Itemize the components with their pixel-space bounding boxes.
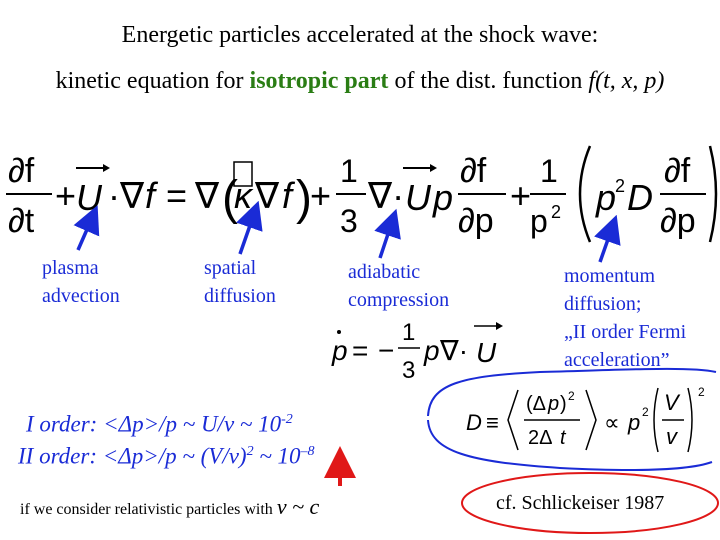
spatial-arrow bbox=[240, 214, 254, 254]
svg-text:t: t bbox=[560, 427, 566, 449]
subtitle-highlight: isotropic part bbox=[249, 68, 389, 94]
label-line: diffusion bbox=[204, 285, 276, 307]
second-order-exponent: –8 bbox=[300, 443, 315, 459]
momentum-arrow bbox=[600, 228, 612, 262]
svg-text:∂f: ∂f bbox=[664, 152, 691, 190]
label-momentum-diffusion bbox=[564, 262, 686, 374]
svg-text:∇: ∇ bbox=[195, 175, 220, 216]
svg-text:D: D bbox=[627, 177, 653, 218]
svg-text:2Δ: 2Δ bbox=[528, 427, 553, 449]
svg-text:+: + bbox=[55, 175, 77, 216]
label-line: compression bbox=[348, 289, 450, 311]
svg-text:p: p bbox=[433, 177, 454, 218]
label-line: adiabatic bbox=[348, 261, 421, 283]
note-condition: v ~ c bbox=[276, 494, 320, 519]
svg-text:∇·: ∇· bbox=[440, 335, 469, 366]
second-order-text: II order: <Δp>/p ~ (V/v) bbox=[18, 443, 247, 469]
svg-text:∂f: ∂f bbox=[8, 152, 35, 190]
label-line: acceleration” bbox=[564, 349, 670, 371]
svg-text:f: f bbox=[282, 175, 293, 216]
svg-text:p: p bbox=[548, 393, 560, 415]
second-order-approx: ~ 10 bbox=[253, 443, 301, 469]
relativistic-note bbox=[20, 494, 319, 520]
label-line: plasma bbox=[42, 257, 99, 279]
svg-text:p: p bbox=[628, 410, 641, 435]
svg-text:3: 3 bbox=[402, 357, 416, 384]
slide-title: Energetic particles accelerated at the shock wave: bbox=[121, 22, 599, 48]
svg-text:∇·: ∇· bbox=[368, 175, 405, 216]
svg-text:+: + bbox=[310, 175, 332, 216]
svg-text:(Δ: (Δ bbox=[526, 393, 547, 415]
svg-text:V: V bbox=[664, 390, 679, 415]
svg-text:κ: κ bbox=[234, 175, 252, 216]
svg-text:1: 1 bbox=[540, 153, 558, 189]
svg-text:p: p bbox=[530, 203, 548, 239]
svg-text:∇: ∇ bbox=[255, 175, 280, 216]
label-line: diffusion; bbox=[564, 293, 642, 315]
svg-text:p: p bbox=[332, 335, 348, 366]
label-adiabatic-compression bbox=[348, 258, 449, 314]
svg-text:p: p bbox=[424, 335, 440, 366]
svg-text:=: = bbox=[166, 175, 188, 216]
subtitle-function: f(t, x, p) bbox=[588, 68, 665, 94]
label-line: momentum bbox=[564, 265, 656, 287]
label-spatial-diffusion bbox=[204, 254, 276, 310]
diffusion-coefficient-equation bbox=[462, 380, 720, 460]
first-order-line bbox=[26, 406, 315, 438]
svg-text:∂f: ∂f bbox=[460, 152, 487, 190]
svg-text:1: 1 bbox=[402, 319, 416, 346]
svg-text:U: U bbox=[76, 177, 102, 218]
second-order-line bbox=[18, 438, 315, 470]
label-line: advection bbox=[42, 285, 120, 307]
svg-text:): ) bbox=[560, 393, 567, 415]
advection-arrow bbox=[78, 218, 92, 250]
svg-text:∂p: ∂p bbox=[458, 202, 494, 240]
svg-text:·∇: ·∇ bbox=[108, 175, 145, 216]
second-order-square: 2 bbox=[246, 443, 254, 459]
order-estimates bbox=[18, 406, 315, 469]
note-text: if we consider relativistic particles with bbox=[20, 501, 277, 518]
svg-text:≡: ≡ bbox=[486, 410, 499, 435]
subtitle-mid: of the dist. function bbox=[388, 68, 589, 94]
svg-text:2: 2 bbox=[568, 389, 575, 403]
label-line: spatial bbox=[204, 257, 257, 279]
svg-text:U: U bbox=[476, 337, 497, 368]
adiabatic-arrow bbox=[380, 222, 392, 258]
first-order-text: I order: <Δp>/p ~ U/v ~ 10 bbox=[26, 411, 282, 437]
svg-text:(: ( bbox=[222, 172, 238, 225]
svg-text:∝: ∝ bbox=[604, 410, 620, 435]
citation: cf. Schlickeiser 1987 bbox=[496, 492, 665, 514]
svg-text:∂p: ∂p bbox=[660, 202, 696, 240]
subtitle-pre: kinetic equation for bbox=[55, 68, 250, 94]
svg-text:p: p bbox=[596, 177, 617, 218]
svg-text:2: 2 bbox=[698, 385, 705, 399]
svg-text:2: 2 bbox=[551, 202, 562, 222]
label-plasma-advection bbox=[42, 254, 120, 310]
svg-text:=: = bbox=[352, 335, 369, 366]
svg-text:U: U bbox=[405, 177, 431, 218]
svg-text:v: v bbox=[666, 424, 677, 449]
pdot-equation bbox=[328, 312, 508, 384]
svg-text:+: + bbox=[510, 175, 532, 216]
svg-text:−: − bbox=[378, 335, 395, 366]
label-line: „II order Fermi bbox=[564, 321, 687, 343]
svg-text:): ) bbox=[296, 172, 312, 225]
svg-text:2: 2 bbox=[615, 176, 626, 196]
svg-text:1: 1 bbox=[340, 153, 358, 189]
first-order-exponent: -2 bbox=[281, 412, 293, 427]
svg-text:2: 2 bbox=[642, 405, 649, 419]
svg-text:3: 3 bbox=[340, 203, 358, 239]
svg-text:f: f bbox=[145, 175, 156, 216]
svg-text:D: D bbox=[466, 410, 482, 435]
svg-text:∂t: ∂t bbox=[8, 202, 35, 240]
